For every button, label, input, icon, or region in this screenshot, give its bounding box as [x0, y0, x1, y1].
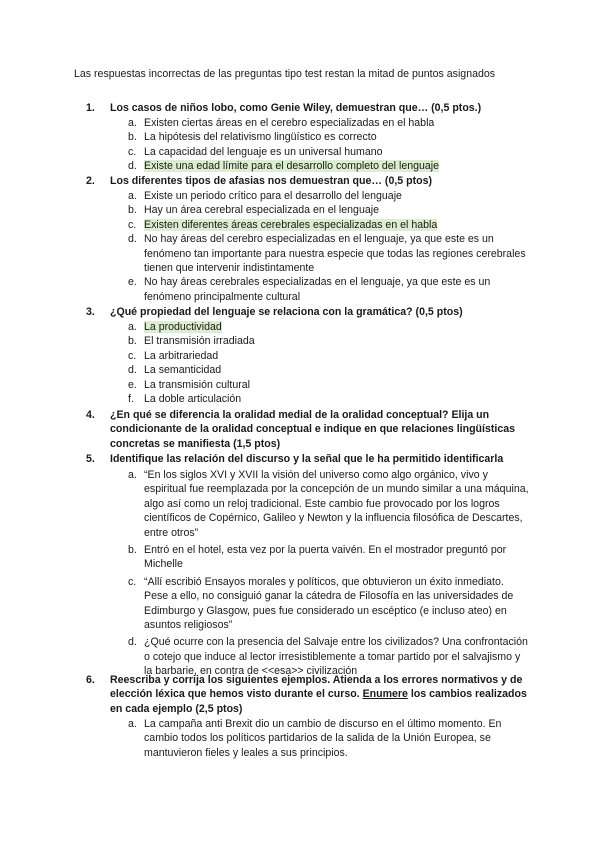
option-text: La doble articulación [144, 393, 242, 406]
option-3d [120, 363, 530, 377]
option-letter: d. [128, 160, 137, 173]
option-letter: b. [128, 544, 137, 557]
option-text: Existen ciertas áreas en el cerebro especializadas en el habla [144, 117, 435, 129]
option-text: No hay áreas del cerebro especializadas en el lenguaje, ya que este es un fenómeno tan importante para nuestra especie que todas las regiones cerebrales tienen que intervenir indistintamente [144, 233, 526, 275]
option-3c [120, 349, 530, 363]
option-letter: c. [128, 145, 137, 158]
option-letter: a. [128, 469, 137, 481]
instructions-text: Las respuestas incorrectas de las preguntas tipo test restan la mitad de puntos asignados [74, 68, 496, 80]
option-letter: e. [128, 276, 137, 289]
option-letter: f. [128, 393, 134, 406]
option-text: Hay un área cerebral especializada en el lenguaje [144, 204, 379, 217]
question-3-options [120, 320, 530, 406]
option-3f [120, 392, 530, 406]
option-3e [120, 378, 530, 392]
option-text: La capacidad del lenguaje es un universal humano [144, 145, 383, 158]
option-text-highlighted: La productividad [144, 321, 222, 333]
question-text: Los diferentes tipos de afasias nos demuestran que… (0,5 ptos) [110, 175, 433, 187]
option-2e [120, 275, 530, 304]
option-1d [120, 159, 530, 173]
option-text: No hay áreas cerebrales especializadas en el lenguaje, ya que este es un fenómeno principalmente cultural [144, 276, 491, 303]
option-letter: b. [128, 204, 137, 217]
option-text-highlighted: Existen diferentes áreas cerebrales especializadas en el habla [144, 218, 438, 231]
option-text: ¿Qué ocurre con la presencia del Salvaje entre los civilizados? Una confrontación o cotejo que induce al lector irresistiblemente a tomar partido por el salvajismo y la barbarie, en contra de <<esa>> civilización [144, 636, 528, 678]
option-text: “En los siglos XVI y XVII la visión del universo como algo orgánico, vivo y espiritual fue reemplazada por la concepción de un mundo similar a una máquina, algo así como un reloj tradicional. Este cambio fue provocado por los logros científicos de Copérnico, Galileo y Newton y la influencia filosófica de Descartes, entre otros” [144, 469, 529, 539]
option-5a [120, 468, 530, 540]
option-5b [120, 543, 530, 572]
option-1a [120, 116, 530, 130]
question-text-part: Reescriba y corrija los siguientes ejemplos. Atienda a los errores normativos y de elección léxica que hemos visto durante el curso. [110, 674, 523, 701]
question-1-options [120, 116, 530, 174]
question-number: 1. [86, 102, 95, 114]
question-text: ¿Qué propiedad del lenguaje se relaciona con la gramática? (0,5 ptos) [110, 306, 463, 318]
question-text-part: los cambios realizados en cada ejemplo (2,5 ptos) [110, 688, 527, 715]
option-letter: a. [128, 190, 137, 202]
option-3b [120, 334, 530, 348]
question-text: Los casos de niños lobo, como Genie Wiley, demuestran que… (0,5 ptos.) [110, 102, 482, 114]
option-letter: a. [128, 117, 137, 129]
question-1 [86, 101, 536, 115]
question-text [110, 673, 536, 716]
option-letter: e. [128, 378, 137, 391]
option-6a [120, 717, 530, 760]
question-text: Identifique las relación del discurso y la señal que le ha permitido identificarla [110, 453, 504, 465]
option-letter: b. [128, 131, 137, 144]
question-4 [86, 408, 536, 451]
option-letter: d. [128, 364, 137, 377]
option-letter: a. [128, 718, 137, 730]
option-2c [120, 218, 530, 232]
option-1b [120, 130, 530, 144]
option-letter: a. [128, 321, 137, 333]
underlined-word: Enumere [362, 688, 408, 701]
option-text: “Allí escribió Ensayos morales y políticos, que obtuvieron un éxito inmediato. Pese a ello, no consiguió ganar la cátedra de Filosofía en las universidades de Edimburgo y Glasgow, pues fue considerado un escéptico (e incluso ateo) en asuntos religiosos” [144, 575, 514, 632]
option-3a [120, 320, 530, 334]
option-letter: c. [128, 218, 137, 231]
option-text-highlighted: Existe una edad límite para el desarrollo completo del lenguaje [144, 160, 440, 173]
option-letter: d. [128, 233, 137, 246]
question-number: 4. [86, 409, 95, 421]
question-2 [86, 174, 536, 188]
question-3 [86, 305, 536, 319]
option-text: La arbitrariedad [144, 349, 219, 362]
option-text: La hipótesis del relativismo lingüístico es correcto [144, 131, 377, 144]
question-5 [86, 452, 536, 466]
option-letter: c. [128, 349, 137, 362]
option-text: Entró en el hotel, esta vez por la puerta vaivén. En el mostrador preguntó por Michelle [144, 544, 507, 571]
option-letter: c. [128, 575, 137, 588]
option-letter: d. [128, 636, 137, 649]
option-text: La semanticidad [144, 364, 222, 377]
option-2d [120, 232, 530, 275]
question-number: 6. [86, 674, 95, 686]
option-letter: b. [128, 335, 137, 348]
question-number: 5. [86, 453, 95, 465]
option-5c [120, 575, 530, 633]
option-text: La transmisión cultural [144, 378, 250, 391]
question-number: 3. [86, 306, 95, 318]
option-1c [120, 145, 530, 159]
option-text: El transmisión irradiada [144, 335, 255, 348]
question-number: 2. [86, 175, 95, 187]
question-text: ¿En qué se diferencia la oralidad medial de la oralidad conceptual? Elija un condicionante de la oralidad conceptual e indique en que relaciones lingüísticas concretas se manifiesta (1,5 ptos) [110, 409, 516, 450]
question-5-options [120, 468, 530, 679]
option-2b [120, 203, 530, 217]
option-2a [120, 189, 530, 203]
option-text: Existe un periodo crítico para el desarrollo del lenguaje [144, 190, 402, 202]
question-6-options [120, 717, 530, 760]
question-6 [86, 673, 536, 716]
option-text: La campaña anti Brexit dio un cambio de discurso en el último momento. En cambio todos los políticos partidarios de la salida de la Unión Europea, se mantuvieron fieles y leales a sus principios. [144, 718, 502, 759]
question-2-options [120, 189, 530, 304]
